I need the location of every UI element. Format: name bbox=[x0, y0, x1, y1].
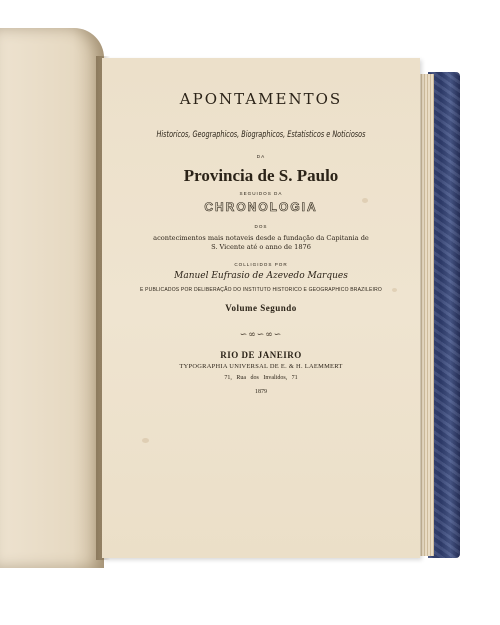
events-line-1: acontecimentos mais notaveis desde a fundação da Capitania de bbox=[153, 234, 369, 242]
left-page bbox=[0, 28, 104, 568]
ornament-divider: ∽∞∽∞∽ bbox=[239, 330, 283, 340]
connector-dos: DOS bbox=[254, 224, 268, 229]
foxing-spot bbox=[142, 438, 149, 443]
publisher-note: E PUBLICADOS POR DELIBERAÇÃO DO INSTITUTO HISTORICO E GEOGRAPHICO BRAZILEIRO bbox=[139, 287, 382, 293]
title-page bbox=[102, 58, 420, 558]
connector-colligidos: COLLIGIDOS POR bbox=[234, 262, 288, 267]
events-text bbox=[102, 234, 420, 252]
events-line-2: S. Vicente até o anno de 1876 bbox=[211, 243, 311, 251]
chronologia-title: CHRONOLOGIA bbox=[204, 200, 318, 214]
author-name: Manuel Eufrasio de Azevedo Marques bbox=[174, 271, 348, 281]
volume-label: Volume Segundo bbox=[225, 303, 297, 313]
imprint-printer: TYPOGRAPHIA UNIVERSAL DE E. & H. LAEMMERT bbox=[179, 363, 343, 370]
imprint-city: RIO DE JANEIRO bbox=[220, 350, 302, 360]
connector-da: DA bbox=[256, 154, 266, 159]
main-title: APONTAMENTOS bbox=[179, 90, 343, 108]
subtitle: Historicos, Geographicos, Biographicos, Estatisticos e Noticiosos bbox=[156, 129, 366, 139]
province-title: Provincia de S. Paulo bbox=[183, 166, 339, 185]
connector-seguidos: SEGUIDOS DA bbox=[239, 191, 283, 196]
imprint-address: 71, Rua dos Invalidos, 71 bbox=[224, 375, 298, 381]
imprint-year: 1879 bbox=[255, 389, 267, 395]
